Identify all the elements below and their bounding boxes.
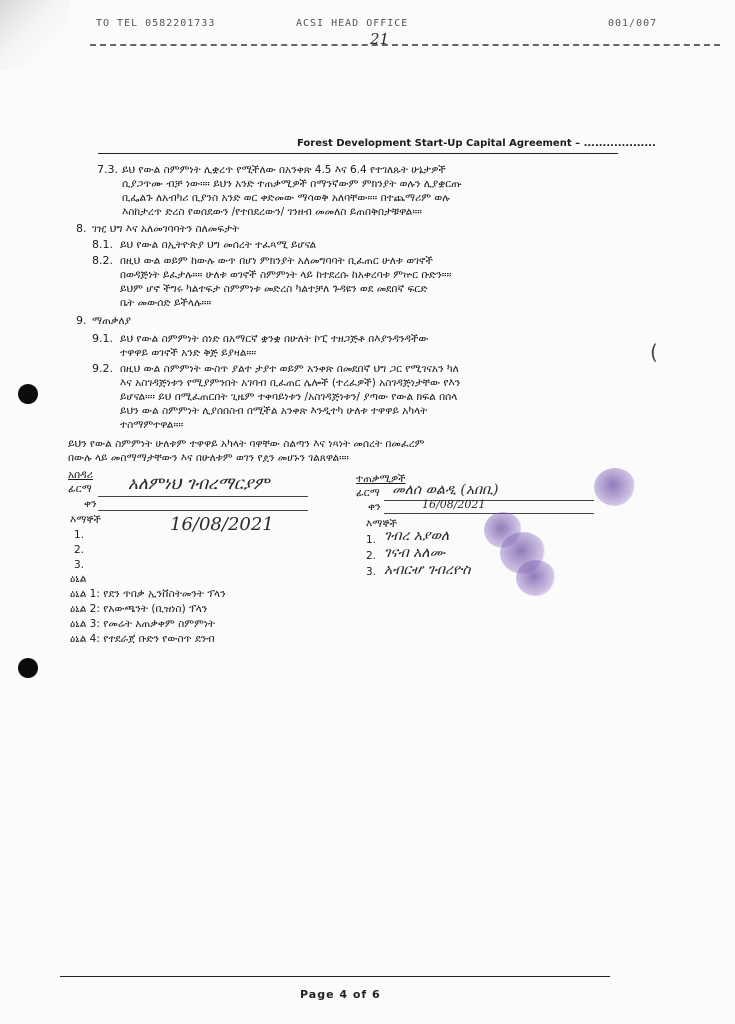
left-witness-3: 3. [74, 559, 85, 571]
left-date-label: ቀን [84, 498, 97, 510]
item-8-2-line-3: ይህም ሆኖ ችግሩ ካልተፍታ ስምምነቱ መድረስ ካልተቻለ ጉዳዩን ወደ መደበኛ ፍርድ [120, 283, 428, 295]
item-8-1-text: ይህ የውል በኢትዮጵያ ህግ መሰረት ተፈጻሚ ይሆናል [120, 239, 317, 251]
annex-title: ዕኒል [70, 573, 87, 585]
footer-rule [60, 976, 610, 977]
punch-hole [18, 384, 38, 404]
item-9-number: 9. [76, 314, 87, 327]
left-signature: አለምነህ ገብረማርያም [128, 474, 270, 494]
closing-paragraph [68, 437, 424, 465]
item-8-2-line-4: ቤት መውሰድ ይችላሉ።። [120, 297, 212, 309]
item-8-1-number: 8.1. [92, 238, 113, 251]
item-9-2-line-4: ይህን ውል ስምምነት ሊያሰበስብ በሚችል አንቀጽ እንዲተካ ሁለቱ ተዋዋይ አካላት [120, 405, 428, 417]
item-9-2-line-5: ተስማምተዋል።። [120, 419, 184, 431]
right-witness-3-number: 3. [366, 566, 377, 578]
item-8-title: ገዢ ህግ እና አለመገባባትን ስለመፍታት [92, 223, 240, 235]
right-witness-1-signature: ገብረ አያወለ [384, 528, 450, 544]
right-date-label: ቀን [368, 501, 381, 513]
left-witness-1: 1. [74, 529, 85, 541]
item-9-2-number: 9.2. [92, 362, 113, 375]
scan-mark: ( [650, 340, 658, 364]
item-9-1-number: 9.1. [92, 332, 113, 345]
closing-line-2: በውሉ ላይ መስማማታቸውን እና በሁለቱም ወገን የዸን መሆኑን ገልጸዋል።። [68, 452, 349, 464]
item-7-3-text [122, 163, 462, 219]
item-7-3-number: 7.3. [97, 163, 118, 176]
left-witness-2: 2. [74, 544, 85, 556]
right-party-label: ተጠቃሚዎች [356, 473, 406, 485]
handwritten-page-number: 21 [370, 30, 390, 48]
item-9-2-line-1: በዚህ ውል ስምምነት ውስጥ ያልተ ታያተ ወይም አንቀጽ በመደበኛ ህግ ጋር የሚገናአን ካለ [120, 363, 459, 375]
left-sign-label: ፊርማ [68, 483, 92, 495]
annex-item-4: ዕኒል 4: የተደራጀ ቡድን የውስጥ ደንብ [70, 633, 215, 645]
punch-hole [18, 658, 38, 678]
item-8-2-line-1: በዚህ ውል ወይም ከውሉ ውጥ በሆነ ምክንያት አለመግባባት ቢፈጠር ሁለቱ ወገኖች [120, 255, 433, 267]
fax-page: 001/007 [608, 18, 658, 29]
item-8-2-line-2: በወዳጅነት ይፈታሉ።። ሁለቱ ወገኖች ስምምነት ላይ ከተደረሱ ከአቀረባቱ ምኵር ቡድን።። [120, 269, 452, 281]
right-sign-label: ፊርማ [356, 487, 380, 499]
right-date-handwritten: 16/08/2021 [422, 498, 486, 511]
item-8-2-text [120, 254, 452, 310]
item-7-3-line-3: ቢፌልጉ ለአብካሪ ቢያንስ አንድ ወር ቀድመው ማሳወቅ አለባቸው።። በተጨማሪም ወሉ [122, 192, 450, 204]
left-date-handwritten: 16/08/2021 [170, 514, 274, 535]
item-9-2-line-3: ይሆናል።። ይህ በሚፈጠርበት ጊዜም ተቀባይነቱን /አስገዳጅነቱን/ ያጣው የውል ክፍል በሰላ [120, 391, 458, 403]
item-9-1-line-2: ተዋዋይ ወገኖች አንድ ቅጅ ይያዛል።። [120, 347, 257, 359]
item-7-3-line-4: እስከታረጥ ድረስ የወሰደውን /የተበደረውን/ ገንዘብ መመለስ ይጠበቅበታቹዋል።። [122, 206, 423, 218]
left-party-label: አበዳሪ [68, 469, 93, 481]
item-8-2-number: 8.2. [92, 254, 113, 267]
left-date-line [98, 510, 308, 511]
left-sign-line [98, 496, 308, 497]
item-8-number: 8. [76, 222, 87, 235]
left-witness-label: እማኞች [70, 514, 102, 526]
item-7-3-line-2: ሲያጋጥሙ ብቻ ነው።። ይህን አንድ ተጠቃሚዎች በማንኛውም ምክንያት ወሉን ሊያቋርጡ [122, 178, 462, 190]
right-witness-2-signature: ገናብ አለሙ [384, 545, 446, 561]
right-witness-label: እማኞች [366, 518, 398, 530]
item-9-1-line-1: ይህ የውል ስምምነት ሰነድ በአማርኛ ቋንቋ በሁለት ኮፒ ተዘጋጅቶ በእያንዳንዳችው [120, 333, 429, 345]
item-9-title: ማጠቃለያ [92, 315, 132, 327]
right-witness-2-number: 2. [366, 550, 377, 562]
annex-item-3: ዕኒል 3: የመሬት አጠቃቀም ስምምነት [70, 618, 216, 630]
annex-item-2: ዕኒል 2: የአውጫንት (ቢዝነስ) ፕላን [70, 603, 208, 615]
right-witness-3-signature: አብርሇ ገብረዮስ [384, 562, 471, 578]
footer-page-mark: Page 4 of 6 [300, 988, 381, 1001]
fax-tel: TO TEL 0582201733 [96, 18, 216, 29]
item-7-3-line-1: ይህ የውል ስምምነት ሊቋረጥ የሚችለው በአንቀጽ 4.5 እና 6.4 የተገለጹት ሁኔታዎች [122, 164, 446, 176]
running-header: Forest Development Start-Up Capital Agreement – ................... [297, 138, 656, 149]
right-date-line [384, 513, 594, 514]
right-signature: መለሰ ወልዲ (አበቢ) [392, 482, 499, 498]
annex-item-1: ዕኒል 1: የደን ጥበቃ ኢንቨስትመንት ፕላን [70, 588, 226, 600]
item-9-2-text [120, 362, 460, 432]
right-witness-1-number: 1. [366, 534, 377, 546]
header-rule [98, 153, 618, 154]
item-9-1-text [120, 332, 428, 360]
page-corner-shadow [0, 0, 70, 70]
fax-office: ACSI HEAD OFFICE [296, 18, 409, 29]
closing-line-1: ይህን የውል ስምምነት ሁለቱም ተዋዋይ አካላት ባዋቸው ስልጣን እና ነጻነት መሰረት በመፈረም [68, 438, 425, 450]
right-sign-line [384, 500, 594, 501]
fingerprint-stamp [516, 560, 556, 596]
fax-rule [90, 44, 720, 46]
item-9-2-line-2: እና አስገዳጅነቱን የሚያምንበት አገባብ ቢፈጠር ሌሎች (ተረፈዎች) አስገዳጅነታቸው የእን [120, 377, 461, 389]
fingerprint-stamp [594, 468, 636, 506]
